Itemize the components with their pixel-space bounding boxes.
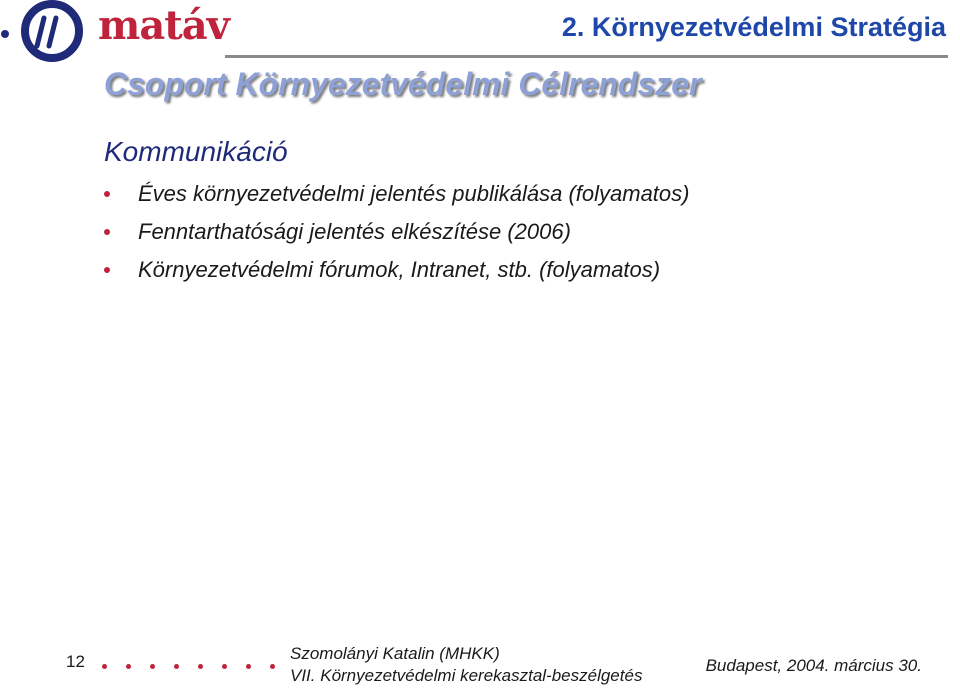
footer-dot-icon [150, 664, 155, 669]
footer-dot-icon [174, 664, 179, 669]
footer-author: Szomolányi Katalin (MHKK) [290, 644, 500, 663]
footer-dot-icon [198, 664, 203, 669]
footer-dot-icon [126, 664, 131, 669]
matav-wordmark: matáv [98, 2, 229, 49]
header-title: 2. Környezetvédelmi Stratégia [561, 12, 946, 42]
section-heading: Kommunikáció [104, 136, 288, 167]
footer-event: VII. Környezetvédelmi kerekasztal-beszélgetés [290, 666, 643, 685]
bullet-text: Éves környezetvédelmi jelentés publikálása (folyamatos) [138, 181, 690, 206]
footer-dot-icon [102, 664, 107, 669]
footer-dots [102, 664, 275, 669]
matav-logo-icon [0, 0, 96, 62]
header-divider [225, 55, 948, 58]
bullet-dot-icon [104, 267, 110, 273]
footer-dot-icon [246, 664, 251, 669]
bullet-dot-icon [104, 229, 110, 235]
footer-dot-icon [222, 664, 227, 669]
matav-logo [0, 0, 230, 62]
footer-date: Budapest, 2004. március 30. [705, 656, 922, 675]
bullet-text: Fenntarthatósági jelentés elkészítése (2006) [138, 219, 571, 244]
page-number: 12 [66, 652, 85, 671]
bullet-text: Környezetvédelmi fórumok, Intranet, stb. (folyamatos) [138, 257, 661, 282]
footer-dot-icon [270, 664, 275, 669]
page-title: Csoport Környezetvédelmi Célrendszer [104, 66, 702, 102]
bullet-dot-icon [104, 191, 110, 197]
